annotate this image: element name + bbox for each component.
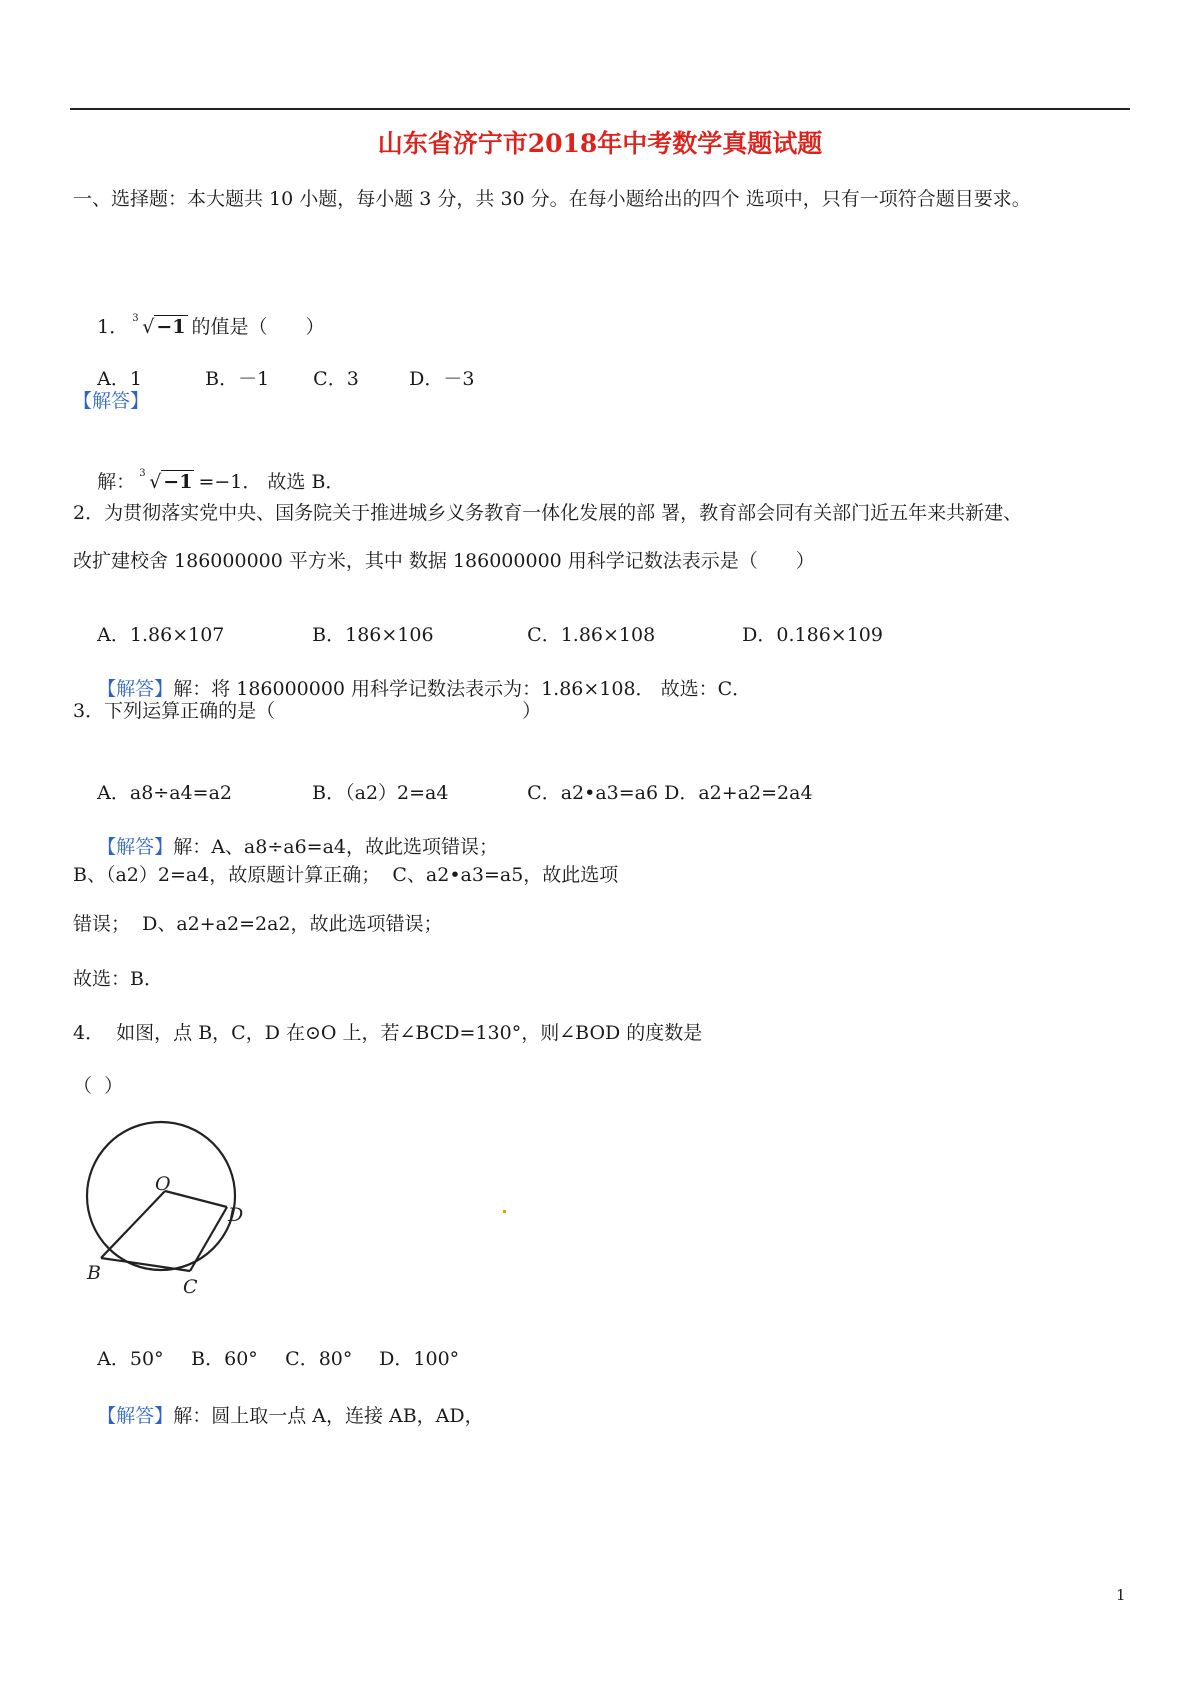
section-header: 一、选择题：本大题共 10 小题，每小题 3 分，共 30 分。在每小题给出的四个 选项中，只有一项符合题目要求。 [73, 188, 1031, 210]
q1-number: 1． [97, 316, 129, 338]
document-title: 山东省济宁市2018年中考数学真题试题 [377, 129, 823, 158]
radical-index: 3 [139, 468, 146, 479]
q1-solution-suffix: =−1． 故选 B． [198, 471, 345, 493]
q1-stem: 的值是（ ） [191, 316, 325, 338]
q4-stem-line-2: （ ） [73, 1075, 124, 1097]
q2-solution-text: 解：将 186000000 用科学记数法表示为：1.86×108． 故选：C． [173, 678, 752, 700]
radical-sign-icon: √ [142, 316, 155, 338]
q3-option-b: B．（a2）2=a4 [312, 782, 449, 804]
radicand: −1 [156, 316, 186, 338]
stray-mark [503, 1210, 506, 1213]
q2-stem-line-1: 2．为贯彻落实党中央、国务院关于推进城乡义务教育一体化发展的部 署，教育部会同有关部门近五年来共新建、 [73, 502, 1023, 524]
cube-root-expression-solution [139, 468, 194, 495]
q4-option-d: D．100° [379, 1348, 460, 1370]
label-d: D [228, 1204, 244, 1226]
circle-geometry-figure [75, 1115, 255, 1305]
q2-option-c: C．1.86×108 [527, 624, 656, 646]
q3-stem: 3．下列运算正确的是（ ） [73, 700, 542, 722]
radical-index: 3 [132, 313, 139, 324]
q1-answer-label: 【解答】 [73, 390, 150, 412]
q3-solution-line-4: 故选：B． [73, 968, 163, 990]
label-c: C [183, 1276, 198, 1298]
q3-solution-line-2: B、（a2）2=a4，故原题计算正确； C、a2•a3=a5，故此选项 [73, 864, 619, 886]
q4-option-a: A．50° [97, 1348, 164, 1370]
q4-option-b: B．60° [191, 1348, 258, 1370]
q1-solution-prefix: 解： [97, 471, 136, 493]
q1-option-b: B．－1 [205, 368, 270, 390]
q4-option-c: C．80° [285, 1348, 353, 1370]
cube-root-expression [132, 313, 187, 340]
q3-solution-text: 解：A、a8÷a6=a4，故此选项错误； [173, 836, 498, 858]
q2-stem-line-2: 改扩建校舍 186000000 平方米，其中 数据 186000000 用科学记数法表示是（ ） [73, 550, 815, 572]
q1-option-c: C．3 [313, 368, 359, 390]
q2-option-b: B．186×106 [312, 624, 434, 646]
q4-solution [73, 1377, 484, 1455]
q3-option-cd: C．a2•a3=a6 D．a2+a2=2a4 [527, 782, 813, 804]
q2-option-a: A．1.86×107 [97, 624, 225, 646]
segment-od [165, 1191, 227, 1207]
q4-stem-line-1: 4． 如图，点 B，C，D 在⊙O 上，若∠BCD=130°，则∠BOD 的度数是 [73, 1022, 703, 1044]
header-rule [70, 108, 1130, 110]
q4-solution-text: 解：圆上取一点 A，连接 AB，AD， [173, 1405, 484, 1427]
q2-option-d: D．0.186×109 [742, 624, 883, 646]
radicand: −1 [163, 471, 193, 493]
q3-option-a: A．a8÷a4=a2 [97, 782, 232, 804]
q3-solution-line-3: 错误； D、a2+a2=2a2，故此选项错误； [73, 913, 443, 935]
q1-option-d: D．－3 [409, 368, 475, 390]
q4-answer-label: 【解答】 [97, 1405, 174, 1427]
q2-answer-label: 【解答】 [97, 678, 174, 700]
label-o: O [155, 1173, 171, 1195]
page-number: 1 [1116, 1586, 1126, 1604]
q3-answer-label: 【解答】 [97, 836, 174, 858]
q1-option-a: A．1 [97, 368, 142, 390]
segment-ob [101, 1191, 165, 1258]
label-b: B [87, 1262, 101, 1284]
radical-sign-icon: √ [149, 471, 162, 493]
